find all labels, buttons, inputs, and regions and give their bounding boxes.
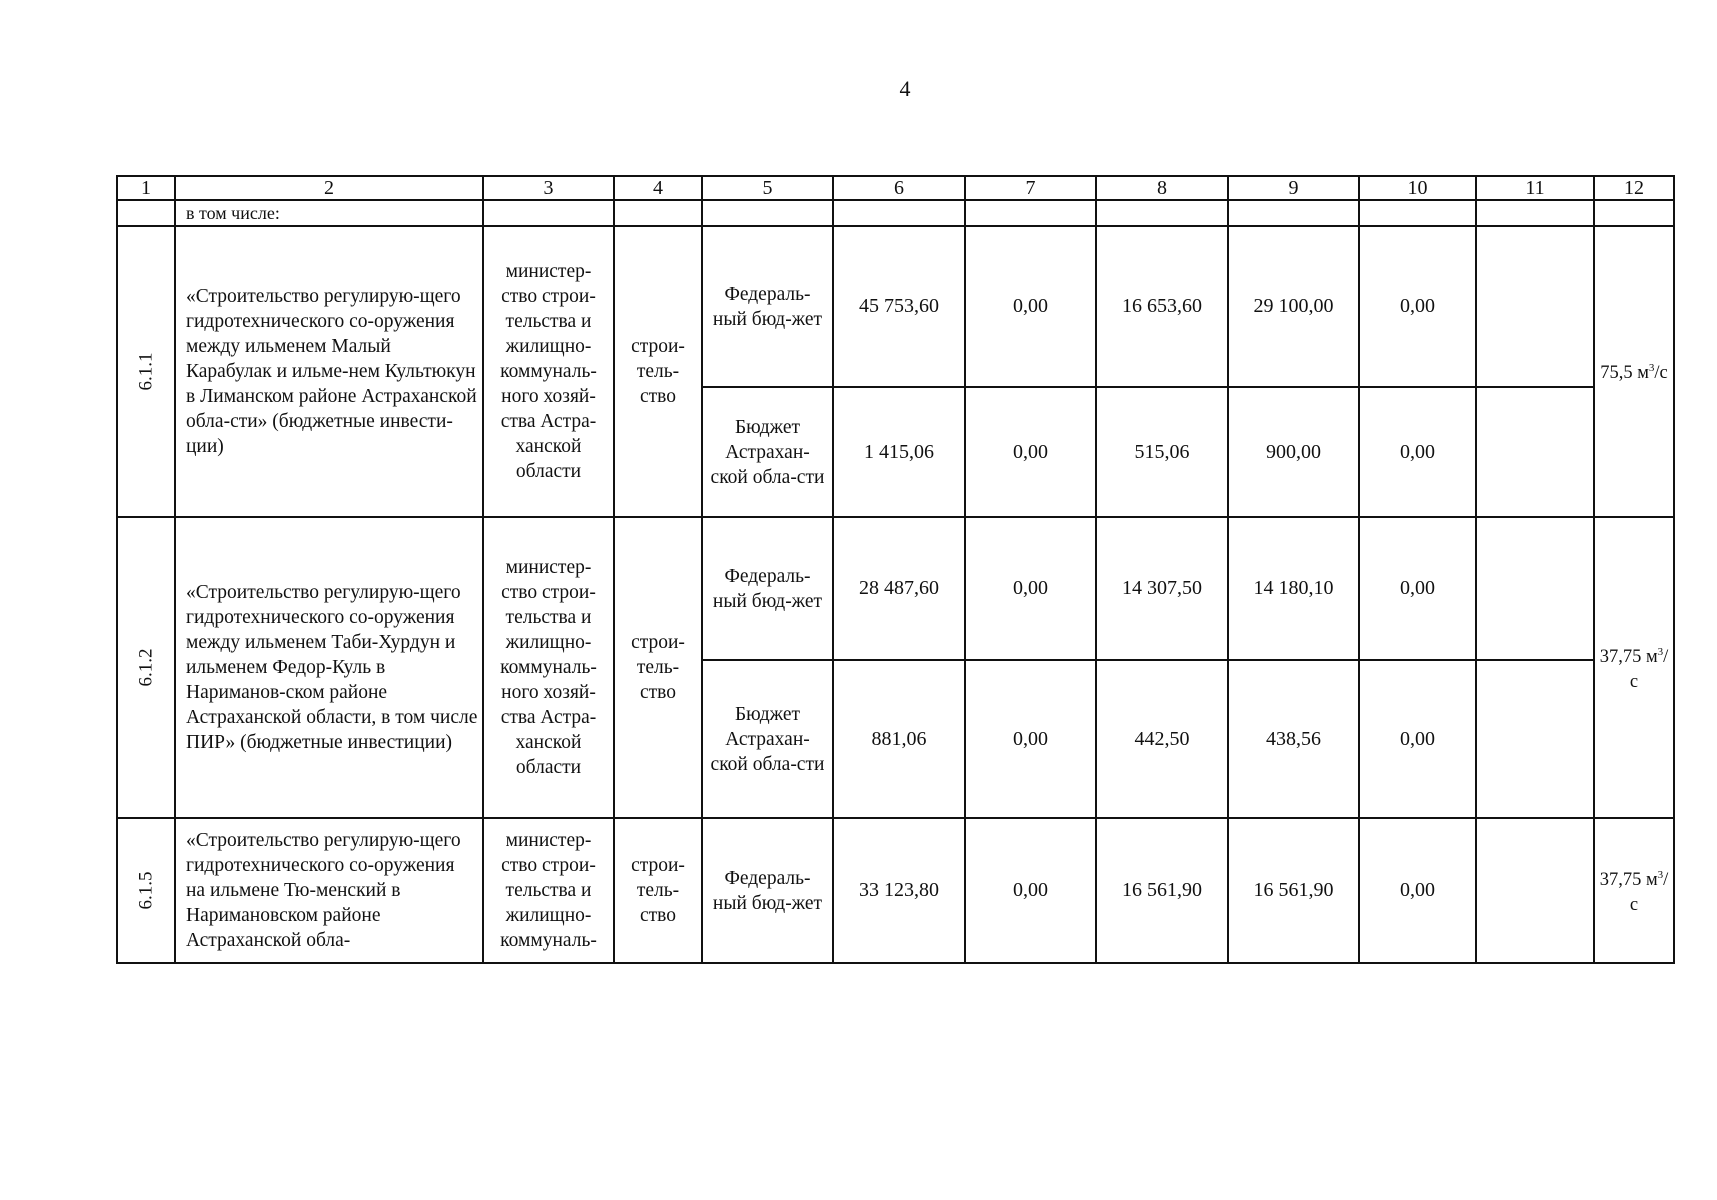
value-col6: 45 753,60 xyxy=(833,226,965,387)
value-col9: 14 180,10 xyxy=(1228,517,1359,660)
value-col8: 442,50 xyxy=(1096,660,1228,818)
value-col6: 1 415,06 xyxy=(833,387,965,517)
value-col7: 0,00 xyxy=(965,818,1096,963)
work-type: строи-тель-ство xyxy=(614,517,702,818)
budget-table xyxy=(116,175,1675,964)
capacity: 75,5 $м^3/с$ xyxy=(1594,226,1674,517)
value-col9: 29 100,00 xyxy=(1228,226,1359,387)
header-cell: 10 xyxy=(1359,176,1476,200)
row-id: 6.1.5 xyxy=(135,871,157,910)
row-id: 6.1.1 xyxy=(135,352,157,391)
value-col9: 16 561,90 xyxy=(1228,818,1359,963)
header-cell: 9 xyxy=(1228,176,1359,200)
header-cell: 8 xyxy=(1096,176,1228,200)
table-row xyxy=(117,226,1674,387)
value-col8: 515,06 xyxy=(1096,387,1228,517)
header-cell: 12 xyxy=(1594,176,1674,200)
header-cell: 3 xyxy=(483,176,614,200)
value-col8: 16 561,90 xyxy=(1096,818,1228,963)
value-col10: 0,00 xyxy=(1359,387,1476,517)
executor: министер-ство строи-тельства и жилищно-коммуналь-ного хозяй-ства Астра-ханской области xyxy=(483,517,614,818)
header-cell: 11 xyxy=(1476,176,1594,200)
value-col11 xyxy=(1476,660,1594,818)
row-id-cell xyxy=(117,226,175,517)
row-id-cell xyxy=(117,517,175,818)
value-col10: 0,00 xyxy=(1359,226,1476,387)
value-col10: 0,00 xyxy=(1359,818,1476,963)
header-cell: 5 xyxy=(702,176,833,200)
funding-source: Бюджет Астрахан-ской обла-сти xyxy=(702,660,833,818)
executor: министер-ство строи-тельства и жилищно-коммуналь-ного хозяй-ства Астра-ханской области xyxy=(483,226,614,517)
value-col9: 900,00 xyxy=(1228,387,1359,517)
value-col10: 0,00 xyxy=(1359,517,1476,660)
value-col11 xyxy=(1476,517,1594,660)
work-type: строи-тель-ство xyxy=(614,818,702,963)
value-col8: 14 307,50 xyxy=(1096,517,1228,660)
value-col7: 0,00 xyxy=(965,660,1096,818)
value-col6: 28 487,60 xyxy=(833,517,965,660)
value-col6: 33 123,80 xyxy=(833,818,965,963)
funding-source: Федераль-ный бюд-жет xyxy=(702,226,833,387)
value-col11 xyxy=(1476,387,1594,517)
value-col11 xyxy=(1476,818,1594,963)
funding-source: Федераль-ный бюд-жет xyxy=(702,818,833,963)
project-name: «Строительство регулирую-щего гидротехнического со-оружения между ильменем Малый Карабулак и ильме-нем Культюкун в Лиманском районе Астраханской обла-сти» (бюджетные инвести-ции) xyxy=(175,226,483,517)
project-name: «Строительство регулирую-щего гидротехнического со-оружения между ильменем Таби-Хурдун и ильменем Федор-Куль в Нариманов-ском районе Астраханской области, в том числе ПИР» (бюджетные инвестиции) xyxy=(175,517,483,818)
value-col7: 0,00 xyxy=(965,226,1096,387)
header-cell: 2 xyxy=(175,176,483,200)
value-col6: 881,06 xyxy=(833,660,965,818)
capacity: 37,75 $м^3/с$ xyxy=(1594,517,1674,818)
project-name: «Строительство регулирую-щего гидротехнического со-оружения на ильмене Тю-менский в Наримановском районе Астраханской обла- xyxy=(175,818,483,963)
work-type: строи-тель-ство xyxy=(614,226,702,517)
funding-source: Бюджет Астрахан-ской обла-сти xyxy=(702,387,833,517)
funding-source: Федераль-ный бюд-жет xyxy=(702,517,833,660)
row-id-cell xyxy=(117,818,175,963)
header-cell: 1 xyxy=(117,176,175,200)
executor: министер-ство строи-тельства и жилищно-коммуналь- xyxy=(483,818,614,963)
value-col9: 438,56 xyxy=(1228,660,1359,818)
value-col8: 16 653,60 xyxy=(1096,226,1228,387)
row-id: 6.1.2 xyxy=(135,648,157,687)
subheader-row xyxy=(117,200,1674,226)
table-row xyxy=(117,818,1674,963)
value-col10: 0,00 xyxy=(1359,660,1476,818)
value-col7: 0,00 xyxy=(965,517,1096,660)
value-col7: 0,00 xyxy=(965,387,1096,517)
header-cell: 7 xyxy=(965,176,1096,200)
header-row xyxy=(117,176,1674,200)
page-number: 4 xyxy=(899,76,911,101)
header-cell: 6 xyxy=(833,176,965,200)
subheader-label: в том числе: xyxy=(175,200,483,226)
header-cell: 4 xyxy=(614,176,702,200)
value-col11 xyxy=(1476,226,1594,387)
table-row xyxy=(117,517,1674,660)
capacity: 37,75 $м^3/с$ xyxy=(1594,818,1674,963)
